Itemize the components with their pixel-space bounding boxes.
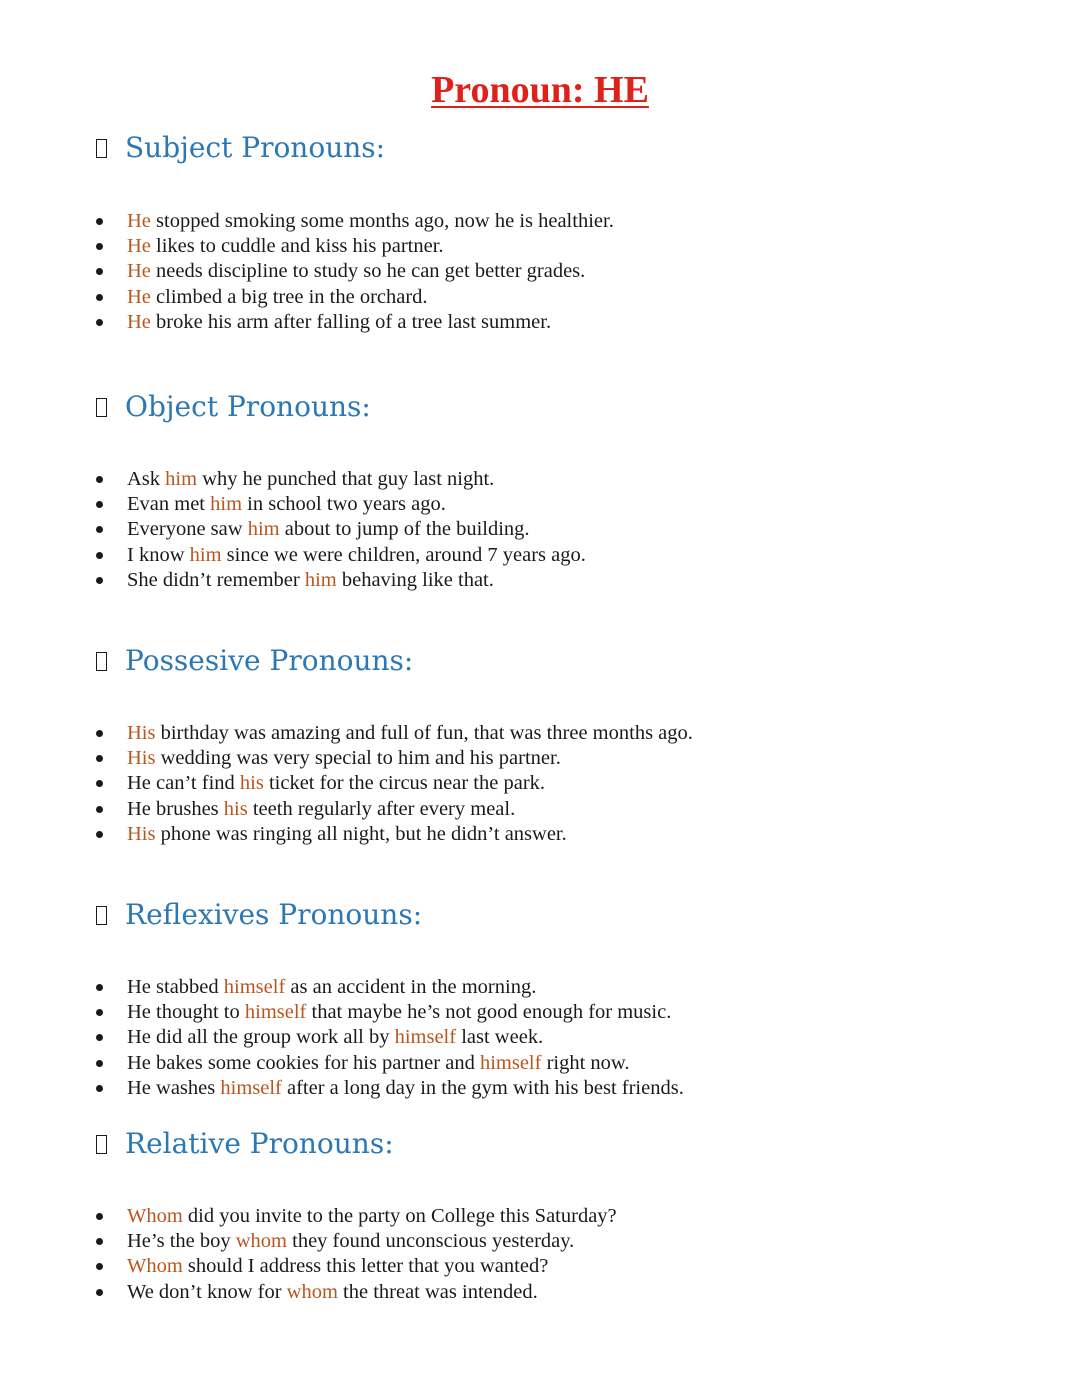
bullet-icon <box>96 1009 103 1016</box>
bullet-icon <box>96 1263 103 1270</box>
bullet-icon <box>96 984 103 991</box>
bullet-icon <box>96 577 103 584</box>
checkbox-icon <box>96 906 107 925</box>
section-heading-label: Reflexives Pronouns: <box>125 898 423 931</box>
bullet-icon <box>96 1085 103 1092</box>
section-heading-subject <box>96 131 385 165</box>
list-item: She didn’t remember him behaving like that. <box>96 568 586 593</box>
bullet-icon <box>96 755 103 762</box>
list-item: Whom did you invite to the party on College this Saturday? <box>96 1204 617 1229</box>
list-object <box>96 467 586 593</box>
bullet-icon <box>96 268 103 275</box>
list-item: He needs discipline to study so he can get better grades. <box>96 259 614 284</box>
checkbox-icon <box>96 652 107 671</box>
list-possessive <box>96 721 693 847</box>
bullet-icon <box>96 501 103 508</box>
list-item: He stabbed himself as an accident in the morning. <box>96 975 684 1000</box>
list-item: Evan met him in school two years ago. <box>96 492 586 517</box>
page-title: Pronoun: HE <box>431 69 649 111</box>
list-item: Ask him why he punched that guy last night. <box>96 467 586 492</box>
section-heading-reflexive <box>96 898 422 932</box>
checkbox-icon <box>96 1135 107 1154</box>
checkbox-icon <box>96 398 107 417</box>
list-item: He washes himself after a long day in the gym with his best friends. <box>96 1076 684 1101</box>
bullet-icon <box>96 1060 103 1067</box>
list-item: Everyone saw him about to jump of the building. <box>96 517 586 542</box>
section-heading-label: Object Pronouns: <box>125 390 371 423</box>
bullet-icon <box>96 243 103 250</box>
list-item: He did all the group work all by himself last week. <box>96 1025 684 1050</box>
list-item: His phone was ringing all night, but he didn’t answer. <box>96 822 693 847</box>
list-item: He stopped smoking some months ago, now he is healthier. <box>96 209 614 234</box>
list-subject <box>96 209 614 335</box>
list-relative <box>96 1204 617 1305</box>
bullet-icon <box>96 552 103 559</box>
section-heading-label: Relative Pronouns: <box>125 1127 394 1160</box>
checkbox-icon <box>96 139 107 158</box>
bullet-icon <box>96 294 103 301</box>
bullet-icon <box>96 730 103 737</box>
section-heading-label: Possesive Pronouns: <box>125 644 414 677</box>
bullet-icon <box>96 806 103 813</box>
list-item: Whom should I address this letter that you wanted? <box>96 1254 617 1279</box>
list-item: I know him since we were children, around 7 years ago. <box>96 543 586 568</box>
bullet-icon <box>96 1034 103 1041</box>
list-reflexive <box>96 975 684 1101</box>
section-heading-label: Subject Pronouns: <box>125 131 386 164</box>
bullet-icon <box>96 1238 103 1245</box>
bullet-icon <box>96 1289 103 1296</box>
section-heading-relative <box>96 1127 394 1161</box>
list-item: He can’t find his ticket for the circus near the park. <box>96 771 693 796</box>
list-item: He brushes his teeth regularly after every meal. <box>96 797 693 822</box>
list-item: He thought to himself that maybe he’s not good enough for music. <box>96 1000 684 1025</box>
list-item: He broke his arm after falling of a tree last summer. <box>96 310 614 335</box>
bullet-icon <box>96 319 103 326</box>
bullet-icon <box>96 1213 103 1220</box>
list-item: We don’t know for whom the threat was intended. <box>96 1280 617 1305</box>
list-item: His wedding was very special to him and his partner. <box>96 746 693 771</box>
bullet-icon <box>96 780 103 787</box>
bullet-icon <box>96 476 103 483</box>
list-item: He’s the boy whom they found unconscious yesterday. <box>96 1229 617 1254</box>
bullet-icon <box>96 526 103 533</box>
section-heading-possessive <box>96 644 413 678</box>
list-item: He climbed a big tree in the orchard. <box>96 285 614 310</box>
bullet-icon <box>96 831 103 838</box>
list-item: He bakes some cookies for his partner and himself right now. <box>96 1051 684 1076</box>
section-heading-object <box>96 390 371 424</box>
list-item: He likes to cuddle and kiss his partner. <box>96 234 614 259</box>
list-item: His birthday was amazing and full of fun, that was three months ago. <box>96 721 693 746</box>
bullet-icon <box>96 218 103 225</box>
